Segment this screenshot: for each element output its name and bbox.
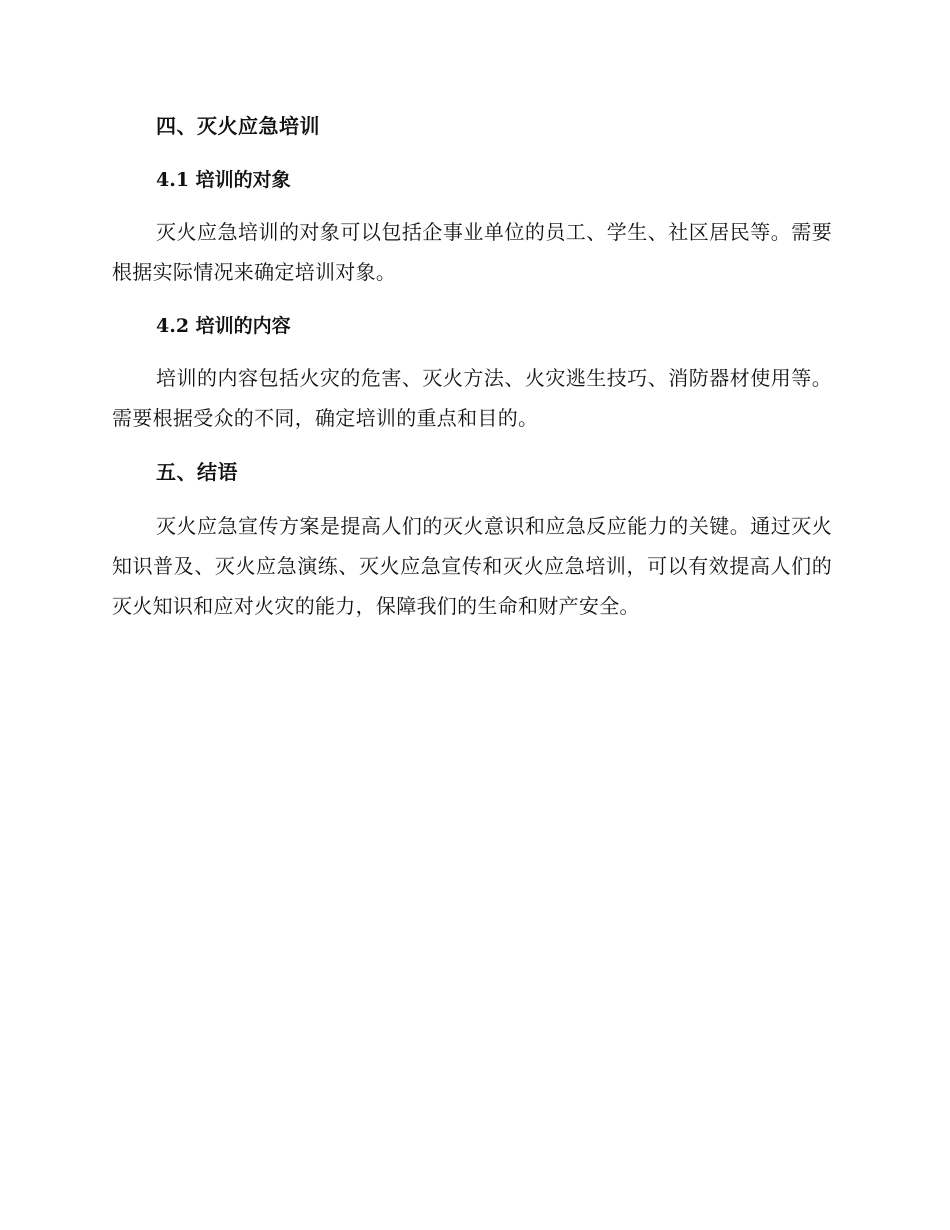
paragraph-conclusion: 灭火应急宣传方案是提高人们的灭火意识和应急反应能力的关键。通过灭火知识普及、灭火应急演练、灭火应急宣传和灭火应急培训，可以有效提高人们的灭火知识和应对火灾的能力，保障我们的生命和财产安全。 (112, 514, 832, 618)
subsection-heading-4-1: 4.1 培训的对象 (156, 169, 291, 191)
paragraph-training-targets: 灭火应急培训的对象可以包括企事业单位的员工、学生、社区居民等。需要根据实际情况来确定培训对象。 (112, 220, 832, 284)
subsection-heading-4-2: 4.2 培训的内容 (156, 315, 291, 337)
paragraph-training-content: 培训的内容包括火灾的危害、灭火方法、火灾逃生技巧、消防器材使用等。需要根据受众的不同，确定培训的重点和目的。 (112, 366, 832, 430)
document-content (112, 106, 832, 640)
section-heading-5: 五、结语 (156, 460, 238, 484)
section-heading-4: 四、灭火应急培训 (156, 114, 320, 138)
